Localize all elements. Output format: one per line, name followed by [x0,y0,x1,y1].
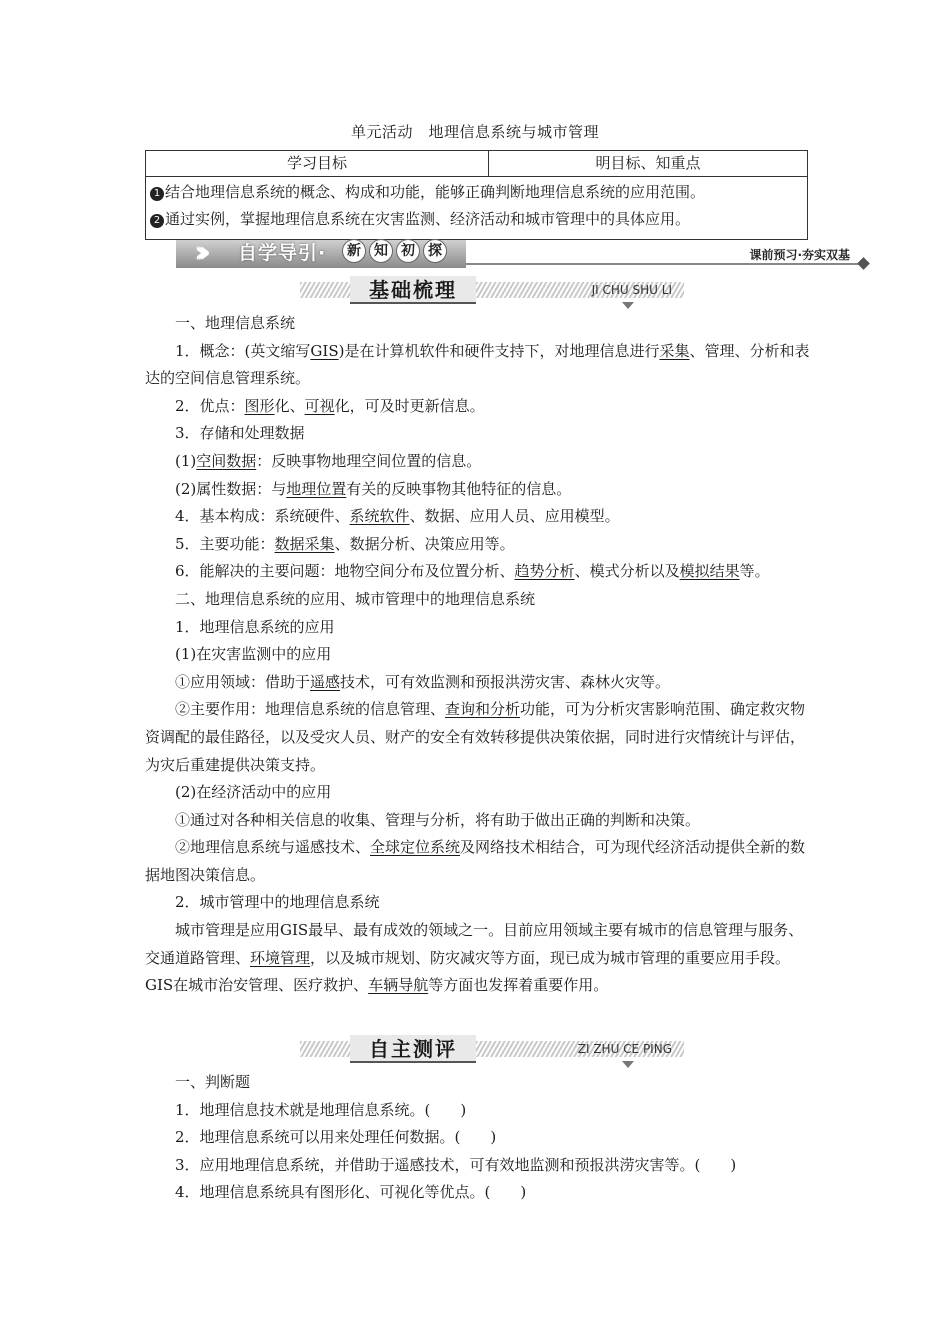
quiz-item: 1．地理信息技术就是地理信息系统。( ) [175,1100,467,1119]
paragraph: 2．优点：图形化、可视化，可及时更新信息。 [175,396,485,415]
diamond-icon [857,257,870,270]
goals-header-right: 明目标、知重点 [489,151,808,177]
section-header-self-test [300,1035,684,1063]
triangle-down-icon [622,302,634,309]
answer-underline: 空间数据 [196,451,257,470]
paragraph: 1．地理信息系统的应用 [175,617,335,636]
answer-underline: 趋势分析 [514,562,575,581]
stripe-decoration [300,1041,350,1057]
answer-underline: 环境管理 [250,948,311,967]
answer-underline: 查询和分析 [445,700,521,719]
learning-goals-table [145,150,808,240]
banner-circle: 知 [369,239,393,263]
paragraph: 城市管理是应用GIS最早、最有成效的领域之一。目前应用领域主要有城市的信息管理与服务、交通道路管理、环境管理，以及城市规划、防灾减灾等方面，现已成为城市管理的重要应用手段。GIS在城市治安管理、医疗救护、车辆导航等方面也发挥着重要作用。 [145,921,804,995]
paragraph: 6．能解决的主要问题：地物空间分布及位置分析、趋势分析、模式分析以及模拟结果等。 [175,562,770,581]
banner-rule [466,263,862,265]
banner-circle: 新 [342,239,366,263]
banner-circle: 初 [396,239,420,263]
heading: 二、地理信息系统的应用、城市管理中的地理信息系统 [175,589,536,608]
paragraph: (1)空间数据：反映事物地理空间位置的信息。 [175,451,482,470]
answer-underline: 系统软件 [349,507,410,526]
goals-header-left: 学习目标 [146,151,489,177]
number-2-icon: 2 [150,214,164,228]
paragraph: 2．城市管理中的地理信息系统 [175,893,380,912]
goals-body [146,177,808,240]
answer-underline: 模拟结果 [679,562,740,581]
answer-underline: 地理位置 [286,479,347,498]
goal-text: 通过实例，掌握地理信息系统在灾害监测、经济活动和城市管理中的具体应用。 [165,210,691,228]
paragraph: ①应用领域：借助于遥感技术，可有效监测和预报洪涝灾害、森林火灾等。 [175,672,671,691]
paragraph: (1)在灾害监测中的应用 [175,645,332,664]
quiz-item: 4．地理信息系统具有图形化、可视化等优点。( ) [175,1183,527,1202]
heading: 一、地理信息系统 [175,314,296,332]
paragraph: ①通过对各种相关信息的收集、管理与分析，将有助于做出正确的判断和决策。 [175,810,701,829]
quiz-item: 2．地理信息系统可以用来处理任何数据。( ) [175,1128,497,1147]
section-header-basics [300,276,684,304]
paragraph: ②地理信息系统与遥感技术、全球定位系统及网络技术相结合，可为现代经济活动提供全新的数据地图决策信息。 [145,838,806,884]
quiz-content [145,1069,815,1207]
section-title: 自主测评 [350,1035,476,1063]
number-1-icon: 1 [150,187,164,201]
answer-underline: 可视 [304,396,335,415]
paragraph: (2)属性数据：与地理位置有关的反映事物其他特征的信息。 [175,479,572,498]
banner-circle: 探 [423,239,447,263]
answer-underline: 全球定位系统 [370,838,461,857]
paragraph: 1．概念：(英文缩写GIS)是在计算机软件和硬件支持下，对地理信息进行采集、管理、分析和表达的空间信息管理系统。 [145,341,810,388]
page-title: 单元活动 地理信息系统与城市管理 [350,123,599,141]
paragraph: (2)在经济活动中的应用 [175,783,332,802]
triangle-down-icon [622,1061,634,1068]
section-pinyin: ZI ZHU CE PING [577,1042,672,1056]
paragraph: 5．主要功能：数据采集、数据分析、决策应用等。 [175,534,515,553]
answer-underline: GIS [310,341,339,360]
basics-content [145,310,815,1000]
goal-item [150,206,803,233]
answer-underline: 数据采集 [274,534,335,553]
section-pinyin: JI CHU SHU LI [591,283,672,297]
banner-circle-group [342,239,450,263]
section-banner [176,235,870,270]
banner-title: 自学导引· [238,242,327,264]
paragraph: ②主要作用：地理信息系统的信息管理、查询和分析功能，可为分析灾害影响范围、确定救灾物资调配的最佳路径，以及受灾人员、财产的安全有效转移提供决策依据，同时进行灾情统计与评估，为灾后重建提供决策支持。 [145,700,806,774]
section-title: 基础梳理 [350,276,476,304]
answer-underline: 遥感 [310,672,341,691]
paragraph: 4．基本构成：系统硬件、系统软件、数据、应用人员、应用模型。 [175,507,620,526]
answer-underline: 图形 [244,396,275,415]
quiz-item: 3．应用地理信息系统，并借助于遥感技术，可有效地监测和预报洪涝灾害等。( ) [175,1155,737,1174]
answer-underline: 采集 [659,341,690,360]
answer-underline: 车辆导航 [368,976,429,995]
double-chevron-icon: ››› [194,235,202,270]
stripe-decoration [300,282,350,298]
goal-item [150,179,803,206]
banner-subtitle: 课前预习·夯实双基 [749,248,850,262]
goal-text: 结合地理信息系统的概念、构成和功能，能够正确判断地理信息系统的应用范围。 [165,183,706,201]
paragraph: 3．存储和处理数据 [175,424,305,443]
quiz-heading: 一、判断题 [175,1073,251,1091]
